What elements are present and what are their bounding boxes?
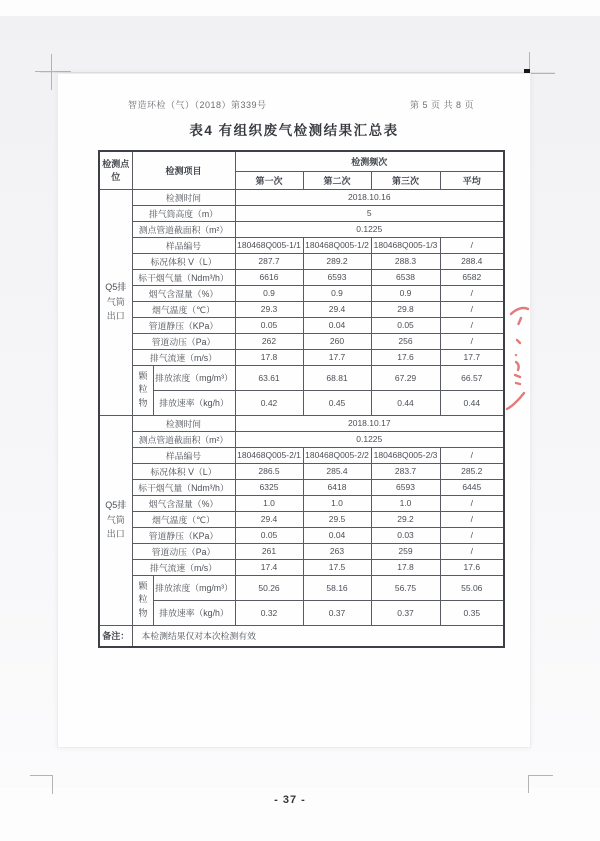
value-cell: 17.7 [303, 349, 371, 365]
value-cell: 180468Q005-2/3 [371, 447, 440, 463]
corner-header-cell: 检测点位 [99, 151, 132, 189]
row-label-cell: 管道动压（Pa） [132, 543, 235, 559]
table-row [99, 205, 504, 221]
scanned-document-sheet [57, 73, 531, 748]
value-cell: 289.2 [303, 253, 371, 269]
value-cell: 29.5 [303, 511, 371, 527]
value-cell: 287.7 [235, 253, 303, 269]
row-label-cell: 烟气含湿量（%） [132, 495, 235, 511]
value-cell: 6445 [440, 479, 504, 495]
value-cell: 0.32 [235, 600, 303, 625]
value-cell: / [440, 543, 504, 559]
row-label-cell: 检测时间 [132, 415, 235, 431]
table-row [99, 511, 504, 527]
table-row [99, 559, 504, 575]
value-cell: 0.44 [371, 390, 440, 415]
value-cell: 17.4 [235, 559, 303, 575]
particulate-row [99, 575, 504, 600]
particulate-row [99, 600, 504, 625]
value-cell: 6538 [371, 269, 440, 285]
value-cell: 68.81 [303, 365, 371, 390]
table-row [99, 479, 504, 495]
value-cell: 0.42 [235, 390, 303, 415]
crop-mark-top-left-horizontal [35, 71, 71, 72]
results-table-body [99, 151, 504, 647]
value-cell: / [440, 511, 504, 527]
table-row [99, 447, 504, 463]
value-cell: 0.9 [371, 285, 440, 301]
value-cell: 288.4 [440, 253, 504, 269]
row-label-cell: 样品编号 [132, 447, 235, 463]
value-cell: 0.37 [371, 600, 440, 625]
value-cell: 180468Q005-1/1 [235, 237, 303, 253]
value-cell: 66.57 [440, 365, 504, 390]
value-cell: 180468Q005-2/1 [235, 447, 303, 463]
value-cell: 17.8 [235, 349, 303, 365]
frequency-column-cell: 第三次 [371, 171, 440, 189]
merged-value-cell: 2018.10.16 [235, 189, 504, 205]
row-label-cell: 排气流速（m/s） [132, 349, 235, 365]
value-cell: 0.9 [303, 285, 371, 301]
value-cell: / [440, 301, 504, 317]
red-pen-annotation [503, 300, 539, 418]
crop-mark-bottom-right-vertical [528, 775, 529, 793]
crop-mark-bottom-right-horizontal [528, 775, 553, 776]
value-cell: 0.05 [371, 317, 440, 333]
value-cell: 0.03 [371, 527, 440, 543]
row-label-cell: 管道动压（Pa） [132, 333, 235, 349]
table-row [99, 221, 504, 237]
value-cell: 6418 [303, 479, 371, 495]
value-cell: 17.5 [303, 559, 371, 575]
value-cell: 17.6 [440, 559, 504, 575]
particulate-row [99, 365, 504, 390]
value-cell: 56.75 [371, 575, 440, 600]
table-row [99, 527, 504, 543]
monitoring-point-cell [99, 189, 132, 415]
row-label-cell: 标干烟气量（Ndm³/h） [132, 479, 235, 495]
value-cell: / [440, 285, 504, 301]
value-cell: 29.2 [371, 511, 440, 527]
table-row [99, 285, 504, 301]
table-row [99, 415, 504, 431]
remark-label-cell: 备注： [99, 625, 132, 647]
value-cell: 6325 [235, 479, 303, 495]
value-cell: 262 [235, 333, 303, 349]
document-header [128, 98, 474, 111]
monitoring-point-cell [99, 415, 132, 625]
value-cell: 50.26 [235, 575, 303, 600]
value-cell: / [440, 495, 504, 511]
table-row [99, 189, 504, 205]
value-cell: 63.61 [235, 365, 303, 390]
value-cell: 6616 [235, 269, 303, 285]
row-label-cell: 烟气温度（℃） [132, 301, 235, 317]
value-cell: 6582 [440, 269, 504, 285]
value-cell: 1.0 [371, 495, 440, 511]
row-label-cell: 管道静压（KPa） [132, 317, 235, 333]
value-cell: 285.2 [440, 463, 504, 479]
row-label-cell: 排放速率（kg/h） [153, 600, 235, 625]
frequency-column-cell: 平均 [440, 171, 504, 189]
crop-mark-bottom-left-vertical [52, 775, 53, 794]
value-cell: 55.06 [440, 575, 504, 600]
value-cell: 0.05 [235, 527, 303, 543]
frequency-header-cell: 检测频次 [235, 151, 504, 171]
row-label-cell: 测点管道截面积（m²） [132, 431, 235, 447]
table-row [99, 253, 504, 269]
row-label-cell: 排放浓度（mg/m³） [153, 575, 235, 600]
value-cell: 1.0 [235, 495, 303, 511]
table-row [99, 301, 504, 317]
crop-mark-bottom-left-horizontal [30, 775, 53, 776]
value-cell: 288.3 [371, 253, 440, 269]
row-label-cell: 样品编号 [132, 237, 235, 253]
particulate-group-label: 颗粒物 [138, 580, 148, 618]
merged-value-cell: 2018.10.17 [235, 415, 504, 431]
monitoring-point-label: Q5排气筒出口 [105, 282, 127, 322]
value-cell: 256 [371, 333, 440, 349]
results-table [98, 150, 505, 648]
value-cell: 285.4 [303, 463, 371, 479]
value-cell: 29.8 [371, 301, 440, 317]
value-cell: 67.29 [371, 365, 440, 390]
value-cell: 29.4 [235, 511, 303, 527]
report-number: 智造环检（气）（2018）第339号 [128, 100, 267, 110]
table-title: 表4 有组织废气检测结果汇总表 [189, 123, 399, 138]
row-label-cell: 排放浓度（mg/m³） [153, 365, 235, 390]
remark-row [99, 625, 504, 647]
value-cell: 259 [371, 543, 440, 559]
value-cell: 0.35 [440, 600, 504, 625]
value-cell: 58.16 [303, 575, 371, 600]
merged-value-cell: 5 [235, 205, 504, 221]
row-label-cell: 排放速率（kg/h） [153, 390, 235, 415]
value-cell: 283.7 [371, 463, 440, 479]
merged-value-cell: 0.1225 [235, 221, 504, 237]
table-header-row [99, 151, 504, 171]
value-cell: / [440, 237, 504, 253]
item-header-cell: 检测项目 [132, 151, 235, 189]
table-row [99, 431, 504, 447]
row-label-cell: 烟气含湿量（%） [132, 285, 235, 301]
row-label-cell: 测点管道截面积（m²） [132, 221, 235, 237]
value-cell: / [440, 447, 504, 463]
value-cell: 6593 [371, 479, 440, 495]
table-row [99, 269, 504, 285]
crop-mark-top-right-horizontal [529, 73, 555, 74]
value-cell: 0.04 [303, 317, 371, 333]
particulate-group-label: 颗粒物 [138, 370, 148, 408]
row-label-cell: 烟气温度（℃） [132, 511, 235, 527]
crop-mark-top-left-vertical [51, 54, 52, 90]
pdf-page-number: - 37 - [274, 794, 306, 806]
value-cell: 6593 [303, 269, 371, 285]
row-label-cell: 排气筒高度（m） [132, 205, 235, 221]
frequency-column-cell: 第一次 [235, 171, 303, 189]
frequency-column-cell: 第二次 [303, 171, 371, 189]
value-cell: 0.05 [235, 317, 303, 333]
monitoring-point-label: Q5排气筒出口 [105, 500, 127, 540]
row-label-cell: 排气流速（m/s） [132, 559, 235, 575]
value-cell: 1.0 [303, 495, 371, 511]
value-cell: 0.45 [303, 390, 371, 415]
value-cell: 29.3 [235, 301, 303, 317]
row-label-cell: 检测时间 [132, 189, 235, 205]
value-cell: 17.8 [371, 559, 440, 575]
value-cell: 263 [303, 543, 371, 559]
value-cell: 0.37 [303, 600, 371, 625]
value-cell: 261 [235, 543, 303, 559]
value-cell: 0.04 [303, 527, 371, 543]
value-cell: 17.7 [440, 349, 504, 365]
value-cell: 0.9 [235, 285, 303, 301]
particulate-group-cell [132, 365, 153, 415]
particulate-row [99, 390, 504, 415]
value-cell: / [440, 527, 504, 543]
value-cell: / [440, 317, 504, 333]
row-label-cell: 标况体积 V（L） [132, 253, 235, 269]
value-cell: 180468Q005-1/3 [371, 237, 440, 253]
row-label-cell: 标况体积 V（L） [132, 463, 235, 479]
page-indicator: 第 5 页 共 8 页 [409, 100, 474, 110]
particulate-group-cell [132, 575, 153, 625]
value-cell: 0.44 [440, 390, 504, 415]
row-label-cell: 管道静压（KPa） [132, 527, 235, 543]
table-row [99, 333, 504, 349]
table-row [99, 543, 504, 559]
merged-value-cell: 0.1225 [235, 431, 504, 447]
value-cell: 260 [303, 333, 371, 349]
value-cell: 180468Q005-2/2 [303, 447, 371, 463]
table-row [99, 349, 504, 365]
value-cell: 286.5 [235, 463, 303, 479]
table-row [99, 317, 504, 333]
table-row [99, 463, 504, 479]
value-cell: 180468Q005-1/2 [303, 237, 371, 253]
row-label-cell: 标干烟气量（Ndm³/h） [132, 269, 235, 285]
value-cell: / [440, 333, 504, 349]
remark-text-cell: 本检测结果仅对本次检测有效 [132, 625, 504, 647]
table-row [99, 495, 504, 511]
table-row [99, 237, 504, 253]
value-cell: 29.4 [303, 301, 371, 317]
value-cell: 17.6 [371, 349, 440, 365]
